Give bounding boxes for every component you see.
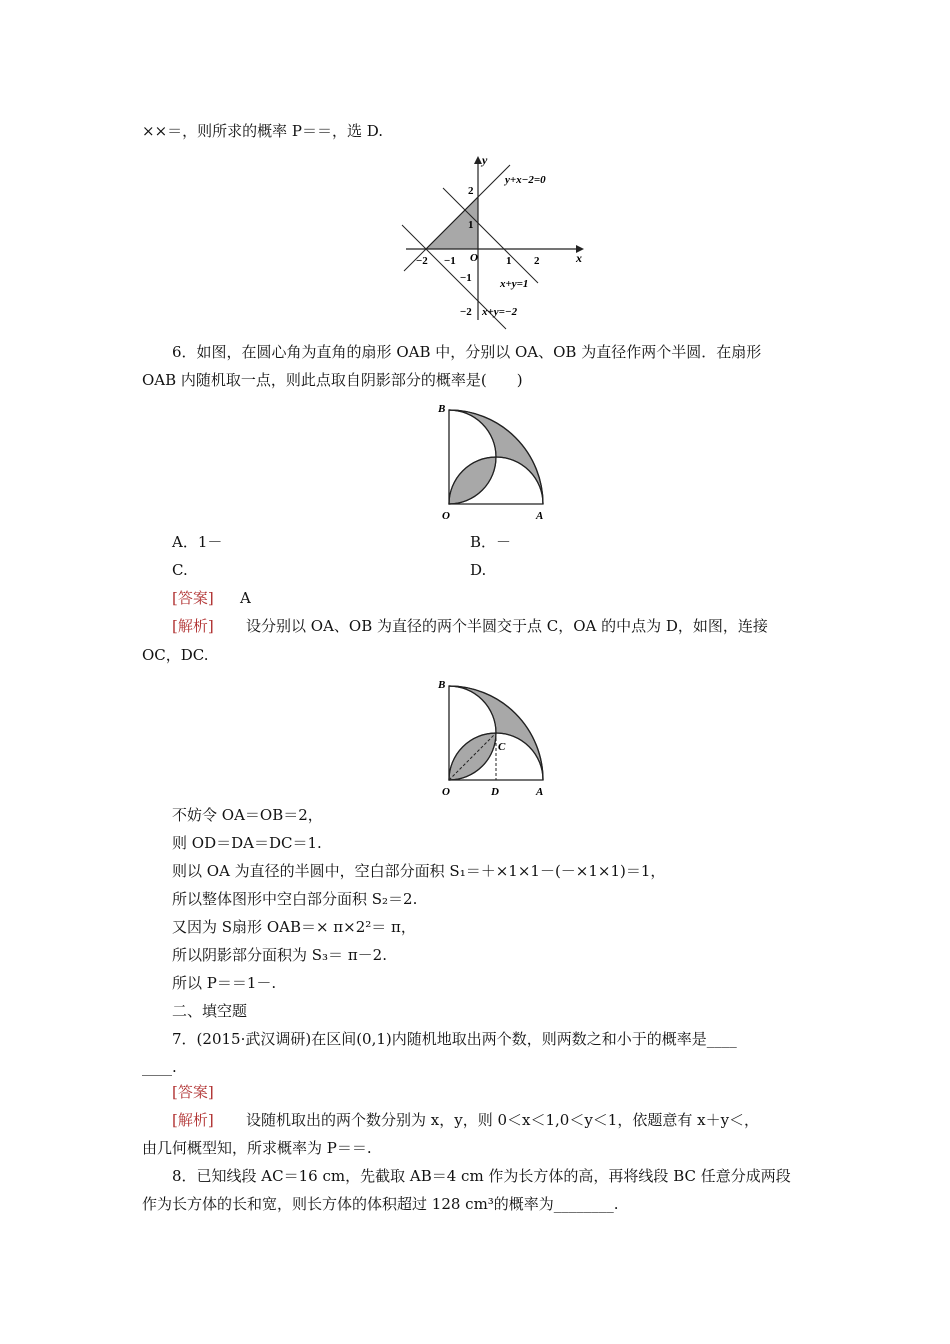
label-a: A bbox=[536, 510, 544, 522]
q8-line-1: 8．已知线段 AC＝16 cm，先截取 AB＝4 cm 作为长方体的高，再将线段 BC 任意分成两段 bbox=[172, 1167, 791, 1185]
option-a: A．1－ bbox=[172, 533, 223, 551]
figure-sector-2 bbox=[432, 674, 552, 804]
q6-line-1: 6．如图，在圆心角为直角的扇形 OAB 中，分别以 OA、OB 为直径作两个半圆．在扇形 bbox=[172, 343, 762, 361]
option-c: C. bbox=[172, 561, 188, 579]
label-d: D bbox=[491, 786, 499, 798]
label-b-2: B bbox=[438, 679, 446, 691]
x-tick-neg1: −1 bbox=[444, 255, 456, 267]
origin-label: O bbox=[470, 252, 478, 264]
y-tick-neg1: −1 bbox=[460, 272, 472, 284]
explanation-line-2: OC，DC. bbox=[142, 646, 209, 664]
label-b: B bbox=[438, 403, 446, 415]
step-2: 则 OD＝DA＝DC＝1. bbox=[172, 834, 322, 852]
eq-label-3: x+y=−2 bbox=[482, 306, 518, 318]
label-o-2: O bbox=[442, 786, 450, 798]
coordinate-graph-svg bbox=[398, 150, 598, 330]
figure-coordinate-graph bbox=[398, 150, 598, 334]
section-heading: 二、填空题 bbox=[172, 1002, 248, 1020]
x-tick-neg2: −2 bbox=[416, 255, 428, 267]
label-a-2: A bbox=[536, 786, 544, 798]
step-6: 所以阴影部分面积为 S₃＝ π－2. bbox=[172, 946, 387, 964]
q7-line-2: ____. bbox=[142, 1058, 177, 1076]
explanation-line-1: 设分别以 OA、OB 为直径的两个半圆交于点 C，OA 的中点为 D，如图，连接 bbox=[246, 617, 768, 635]
shade-lens bbox=[449, 457, 496, 504]
y-axis-label: y bbox=[482, 153, 488, 167]
q7-explanation-line-1: 设随机取出的两个数分别为 x，y，则 0＜x＜1,0＜y＜1，依题意有 x＋y＜， bbox=[246, 1111, 760, 1129]
eq-label-2: x+y=1 bbox=[500, 278, 529, 290]
q7-explanation-line-2: 由几何概型知，所求概率为 P＝＝. bbox=[142, 1139, 372, 1157]
step-7: 所以 P＝＝1－. bbox=[172, 974, 277, 992]
explanation-tag: [解析] bbox=[172, 617, 214, 635]
x-tick-1: 1 bbox=[506, 255, 512, 267]
label-c: C bbox=[498, 741, 506, 753]
option-b: B．－ bbox=[470, 533, 512, 551]
answer-value: A bbox=[240, 589, 251, 607]
label-o: O bbox=[442, 510, 450, 522]
q6-line-2: OAB 内随机取一点，则此点取自阴影部分的概率是( ) bbox=[142, 371, 523, 389]
step-4: 所以整体图形中空白部分面积 S₂＝2. bbox=[172, 890, 418, 908]
x-tick-2: 2 bbox=[534, 255, 540, 267]
figure-sector-1 bbox=[432, 398, 552, 528]
answer-tag: [答案] bbox=[172, 589, 214, 607]
q7-line-1: 7．(2015·武汉调研)在区间(0,1)内随机地取出两个数，则两数之和小于的概率是____ bbox=[172, 1030, 737, 1048]
q7-explanation-tag: [解析] bbox=[172, 1111, 214, 1129]
option-d: D. bbox=[470, 561, 487, 579]
step-3: 则以 OA 为直径的半圆中，空白部分面积 S₁＝＋×1×1－(－×1×1)＝1， bbox=[172, 862, 666, 880]
sector-svg-2 bbox=[432, 674, 552, 800]
y-tick-1: 1 bbox=[468, 219, 474, 231]
step-5: 又因为 S扇形 OAB＝× π×2²＝ π， bbox=[172, 918, 416, 936]
x-axis-label: x bbox=[576, 251, 582, 265]
step-1: 不妨令 OA＝OB＝2， bbox=[172, 806, 323, 824]
q8-line-2: 作为长方体的长和宽，则长方体的体积超过 128 cm³的概率为________. bbox=[142, 1195, 619, 1213]
y-tick-neg2: −2 bbox=[460, 306, 472, 318]
sector-svg-1 bbox=[432, 398, 552, 524]
text-line-1: ××＝，则所求的概率 P＝＝，选 D. bbox=[142, 122, 384, 140]
eq-label-1: y+x−2=0 bbox=[505, 174, 546, 186]
y-axis-arrow bbox=[474, 156, 482, 164]
y-tick-2: 2 bbox=[468, 185, 474, 197]
q7-answer-tag: [答案] bbox=[172, 1083, 214, 1101]
